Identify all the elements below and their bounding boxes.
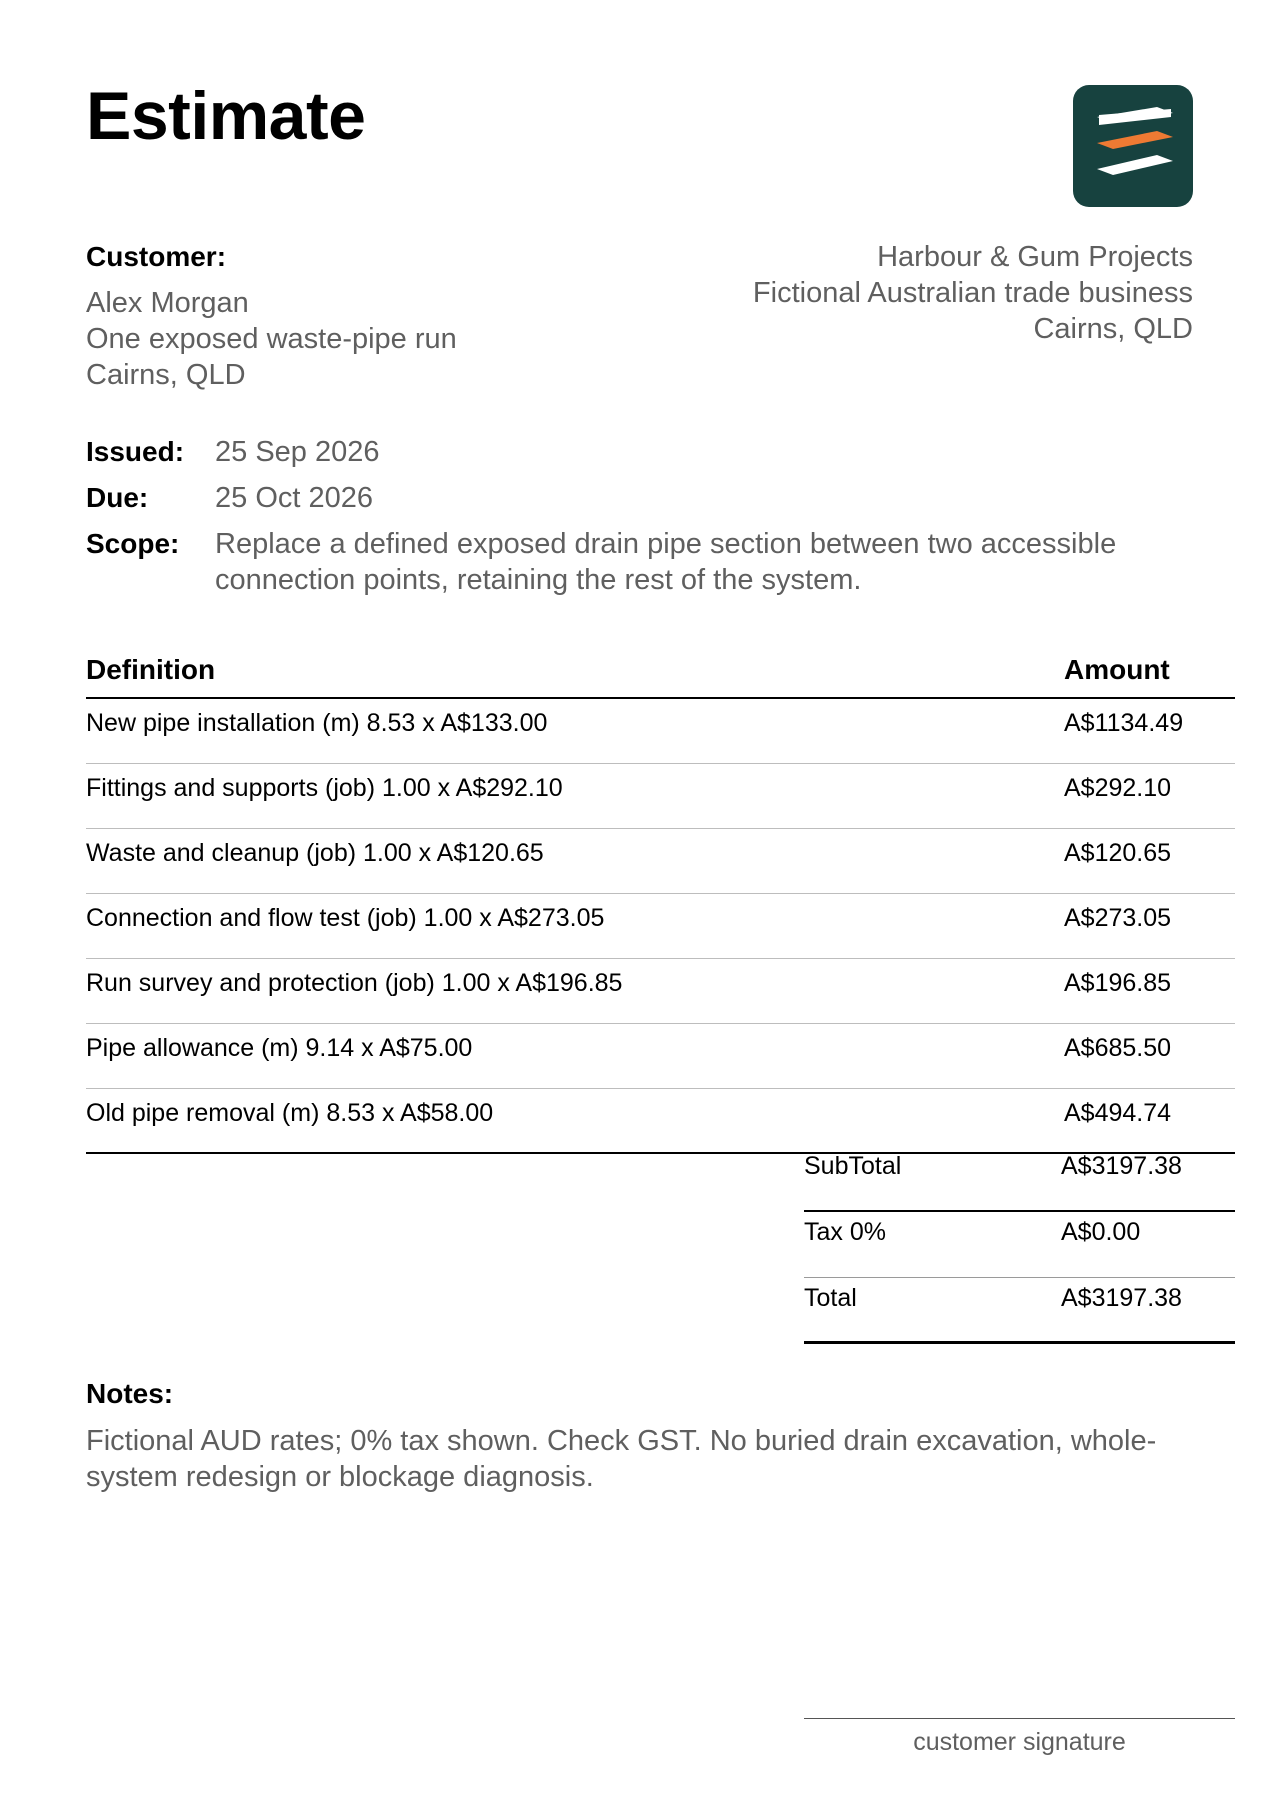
line-items <box>86 699 1235 1154</box>
total-row <box>804 1278 1235 1344</box>
issued-label: Issued: <box>86 436 185 467</box>
amount-header: Amount <box>1064 654 1170 685</box>
subtotal-label: SubTotal <box>804 1152 902 1180</box>
due-date: 25 Oct 2026 <box>215 482 373 514</box>
signature-line <box>804 1718 1235 1719</box>
line-description: Fittings and supports (job) 1.00 x A$292.10 <box>86 774 563 802</box>
table-row <box>86 829 1235 894</box>
table-row <box>86 699 1235 764</box>
business-description: Fictional Australian trade business <box>752 277 1193 309</box>
line-amount: A$685.50 <box>1064 1034 1172 1062</box>
table-row <box>86 764 1235 829</box>
company-logo <box>1073 85 1193 207</box>
customer-name: Alex Morgan <box>86 287 249 319</box>
line-amount: A$1134.49 <box>1064 709 1184 737</box>
total-label: Total <box>804 1284 857 1312</box>
customer-job: One exposed waste-pipe run <box>86 323 457 355</box>
line-description: Pipe allowance (m) 9.14 x A$75.00 <box>86 1034 473 1062</box>
tax-label: Tax 0% <box>804 1218 886 1246</box>
subtotal-value: A$3197.38 <box>1061 1152 1182 1180</box>
line-amount: A$494.74 <box>1064 1099 1172 1127</box>
line-description: Run survey and protection (job) 1.00 x A$196.85 <box>86 969 623 997</box>
line-description: Waste and cleanup (job) 1.00 x A$120.65 <box>86 839 544 867</box>
tax-value: A$0.00 <box>1061 1218 1141 1246</box>
definition-header: Definition <box>86 654 216 685</box>
document-title: Estimate <box>86 78 366 154</box>
customer-location: Cairns, QLD <box>86 359 246 391</box>
line-amount: A$273.05 <box>1064 904 1172 932</box>
scope-text: Replace a defined exposed drain pipe section between two accessible connection points, retaining the rest of the system. <box>215 528 1117 596</box>
notes-text: Fictional AUD rates; 0% tax shown. Check GST. No buried drain excavation, whole-system redesign or blockage diagnosis. <box>86 1425 1157 1493</box>
business-name: Harbour & Gum Projects <box>877 241 1193 273</box>
line-amount: A$292.10 <box>1064 774 1172 802</box>
line-amount: A$196.85 <box>1064 969 1172 997</box>
table-row <box>86 894 1235 959</box>
total-value: A$3197.38 <box>1061 1284 1182 1312</box>
subtotal-row <box>804 1146 1235 1212</box>
line-description: Old pipe removal (m) 8.53 x A$58.00 <box>86 1099 494 1127</box>
table-row <box>86 959 1235 1024</box>
business-location: Cairns, QLD <box>1033 313 1193 345</box>
customer-details <box>86 285 457 393</box>
line-description: New pipe installation (m) 8.53 x A$133.00 <box>86 709 548 737</box>
signature-label: customer signature <box>913 1728 1126 1756</box>
customer-label: Customer: <box>86 241 227 272</box>
tax-row <box>804 1212 1235 1278</box>
line-amount: A$120.65 <box>1064 839 1172 867</box>
notes-label: Notes: <box>86 1378 174 1409</box>
line-description: Connection and flow test (job) 1.00 x A$273.05 <box>86 904 605 932</box>
totals-block <box>804 1146 1235 1344</box>
table-row <box>86 1024 1235 1089</box>
stacked-stripes-logo-icon <box>1073 85 1193 207</box>
table-row <box>86 1089 1235 1154</box>
business-details <box>753 239 1193 347</box>
issued-date: 25 Sep 2026 <box>215 436 380 468</box>
scope-label: Scope: <box>86 528 180 559</box>
due-label: Due: <box>86 482 149 513</box>
